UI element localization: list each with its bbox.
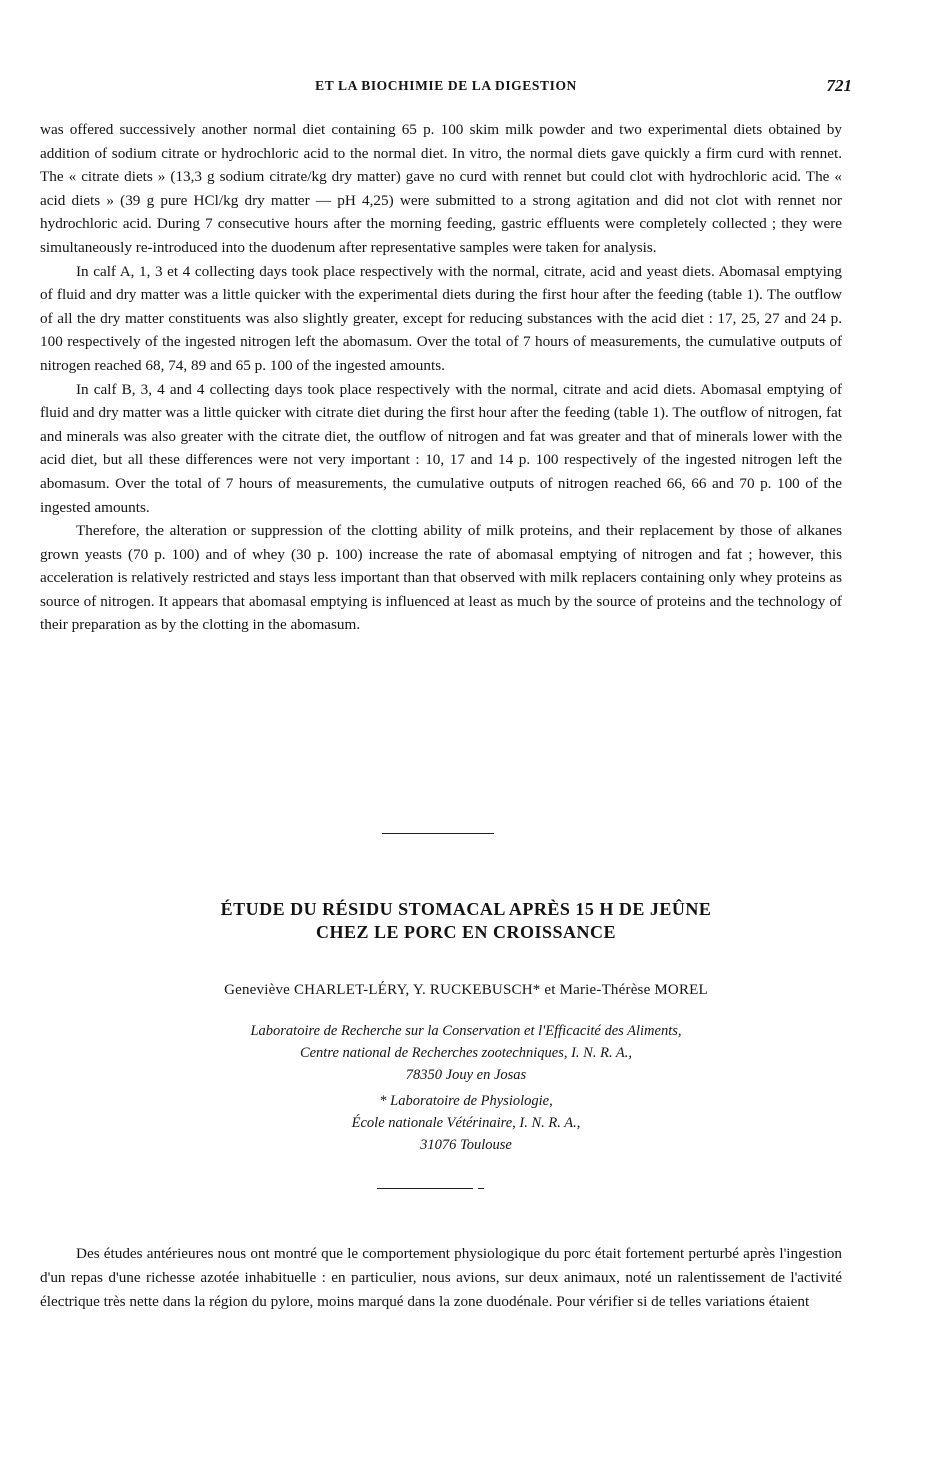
affiliation-secondary: [40, 1090, 892, 1156]
affiliation-line: École nationale Vétérinaire, I. N. R. A.,: [351, 1115, 581, 1131]
paragraph: In calf A, 1, 3 et 4 collecting days took place respectively with the normal, citrate, acid and yeast diets. Abomasal emptying of fluid and dry matter was a little quicker with the experimental diets during the first hour after the feeding (table 1). The outflow of all the dry matter constituents was also slightly greater, except for reducing substances with the acid diet : 17, 25, 27 and 24 p. 100 respectively of the ingested nitrogen left the abomasum. Over the total of 7 hours of measurements, the cumulative outputs of nitrogen reached 68, 74, 89 and 65 p. 100 of the ingested amounts.: [40, 262, 842, 374]
running-head: [40, 76, 852, 102]
section-divider: [377, 1188, 473, 1189]
affiliation-line: 31076 Toulouse: [420, 1137, 512, 1153]
paragraph: In calf B, 3, 4 and 4 collecting days took place respectively with the normal, citrate and acid diets. Abomasal emptying of fluid and dry matter was a little quicker with citrate diet during the first hour after the feeding (table 1). The outflow of nitrogen, fat and minerals was also greater with the citrate diet, the outflow of nitrogen and fat was greater and that of minerals lower with the acid diet, but all these differences were not very important : 10, 17 and 14 p. 100 respectively of the ingested nitrogen left the abomasum. Over the total of 7 hours of measurements, the cumulative outputs of nitrogen reached 66, 66 and 70 p. 100 of the ingested amounts.: [40, 380, 842, 516]
affiliation-line: Laboratoire de Recherche sur la Conservation et l'Efficacité des Aliments,: [250, 1023, 682, 1039]
running-title: ET LA BIOCHIMIE DE LA DIGESTION: [315, 78, 577, 93]
article-title-line: ÉTUDE DU RÉSIDU STOMACAL APRÈS 15 H DE JEÛNE: [220, 899, 712, 919]
abstract-text: [40, 118, 842, 637]
page-number: 721: [826, 76, 852, 95]
paragraph: was offered successively another normal diet containing 65 p. 100 skim milk powder and two experimental diets obtained by addition of sodium citrate or hydrochloric acid to the normal diet. In vitro, the normal diets gave quickly a firm curd with rennet. The « citrate diets » (13,3 g sodium citrate/kg dry matter) gave no curd with rennet but could clot with hydrochloric acid. The « acid diets » (39 g pure HCl/kg dry matter — pH 4,25) were submitted to a strong agitation and did not clot with rennet nor hydrochloric acid. During 7 consecutive hours after the morning feeding, gastric effluents were completely collected ; they were simultaneously re-introduced into the duodenum after representative samples were taken for analysis.: [40, 121, 842, 256]
affiliation-line: 78350 Jouy en Josas: [405, 1067, 527, 1083]
affiliation-line: Centre national de Recherches zootechniques, I. N. R. A.,: [299, 1045, 633, 1061]
authors: Geneviève CHARLET-LÉRY, Y. RUCKEBUSCH* et Marie-Thérèse MOREL: [224, 982, 708, 998]
article-title-line: CHEZ LE PORC EN CROISSANCE: [315, 922, 617, 942]
paragraph: Des études antérieures nous ont montré que le comportement physiologique du porc était fortement perturbé après l'ingestion d'un repas d'une richesse azotée inhabituelle : en particulier, nous avions, sur deux animaux, noté un ralentissement de l'activité électrique très nette dans la région du pylore, moins marqué dans la zone duodénale. Pour vérifier si de telles variations étaient: [40, 1245, 842, 1310]
paragraph: Therefore, the alteration or suppression of the clotting ability of milk proteins, and their replacement by those of alkanes grown yeasts (70 p. 100) and of whey (30 p. 100) increase the rate of abomasal emptying of nitrogen and fat ; however, this acceleration is relatively restricted and stays less important than that observed with milk replacers containing only whey proteins as source of nitrogen. It appears that abomasal emptying is influenced at least as much by the source of proteins and the technology of their preparation as by the clotting in the abomasum.: [40, 522, 842, 634]
section-divider-tick: [478, 1188, 484, 1189]
affiliation-primary: [40, 1020, 892, 1086]
affiliation-line: * Laboratoire de Physiologie,: [379, 1093, 553, 1109]
section-divider: [382, 833, 494, 834]
intro-text: [40, 1242, 842, 1314]
article-title: [40, 898, 892, 944]
